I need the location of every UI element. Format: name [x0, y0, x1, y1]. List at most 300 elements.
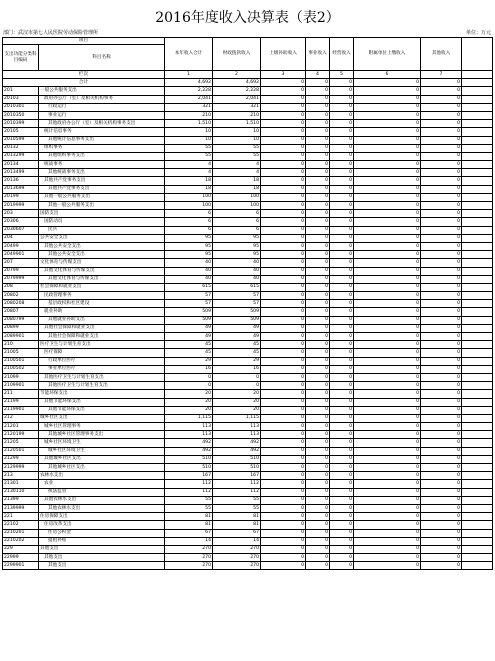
cell-value: 0: [261, 554, 306, 562]
cell-value: 0: [261, 349, 306, 357]
cell-value: 0: [330, 390, 354, 398]
subject-name: 医疗保障: [39, 349, 165, 357]
cell-blank: [462, 455, 493, 463]
cell-value: 0: [261, 398, 306, 406]
subject-code: 2130110: [3, 488, 39, 496]
subject-name: 事业运行: [39, 111, 165, 119]
cell-value: 510: [165, 464, 213, 472]
cell-value: 0: [213, 373, 261, 381]
subject-code: 2010599: [3, 136, 39, 144]
cell-value: 0: [354, 357, 421, 365]
cell-value: 0: [330, 202, 354, 210]
cell-value: 40: [213, 259, 261, 267]
subject-name: 一般公共服务支出: [39, 87, 165, 95]
cell-value: 0: [330, 455, 354, 463]
cell-value: 0: [330, 275, 354, 283]
subject-name: 社会保障和就业支出: [39, 283, 165, 291]
cell-value: 0: [306, 341, 330, 349]
cell-value: 509: [165, 308, 213, 316]
cell-value: 0: [261, 504, 306, 512]
cell-value: 492: [165, 439, 213, 447]
cell-blank: [462, 177, 493, 185]
cell-value: 509: [213, 316, 261, 324]
table-row: [3, 373, 493, 381]
cell-value: 0: [261, 111, 306, 119]
subject-code: 213: [3, 472, 39, 480]
table-row: [3, 513, 493, 521]
cell-value: 0: [330, 333, 354, 341]
cell-blank: [462, 398, 493, 406]
cell-value: 0: [421, 193, 462, 201]
cell-value: 113: [213, 431, 261, 439]
cell-value: 0: [306, 504, 330, 512]
col-header-total: 本年收入合计: [165, 38, 213, 71]
table-row: [3, 414, 493, 422]
table-row: [3, 537, 493, 545]
cell-value: 0: [261, 496, 306, 504]
cell-value: 0: [421, 554, 462, 562]
cell-value: 0: [306, 333, 330, 341]
cell-value: 49: [165, 333, 213, 341]
cell-value: 0: [354, 480, 421, 488]
cell-value: 0: [306, 267, 330, 275]
cell-value: 270: [213, 562, 261, 570]
cell-value: 0: [261, 513, 306, 521]
cell-value: 0: [354, 349, 421, 357]
table-row: [3, 234, 493, 242]
department-label: 部门：武汉市第七人民医院劳动保险管理所: [3, 30, 99, 36]
cell-blank: [462, 316, 493, 324]
cell-value: 0: [306, 398, 330, 406]
cell-blank: [462, 464, 493, 472]
cell-value: 0: [421, 513, 462, 521]
subject-code: 20134: [3, 161, 39, 169]
cell-blank: [462, 152, 493, 160]
subject-code: 2049901: [3, 251, 39, 259]
cell-value: 0: [421, 349, 462, 357]
subject-code: 2079999: [3, 275, 39, 283]
cell-value: 0: [306, 390, 330, 398]
cell-blank: [462, 161, 493, 169]
cell-value: 2,228: [165, 87, 213, 95]
subject-name: 其他统战事务支出: [39, 169, 165, 177]
cell-value: 210: [165, 111, 213, 119]
cell-value: 1,115: [213, 414, 261, 422]
cell-value: 210: [213, 111, 261, 119]
cell-value: 0: [354, 398, 421, 406]
cell-value: 0: [306, 210, 330, 218]
subject-code: 2120501: [3, 447, 39, 455]
table-row: [3, 120, 493, 128]
cell-value: 55: [165, 496, 213, 504]
cell-value: 0: [306, 349, 330, 357]
cell-value: 0: [261, 324, 306, 332]
cell-value: 0: [306, 406, 330, 414]
cell-value: 40: [165, 275, 213, 283]
cell-value: 0: [354, 406, 421, 414]
cell-value: 100: [165, 202, 213, 210]
cell-value: 0: [354, 529, 421, 537]
cell-value: 81: [165, 521, 213, 529]
subject-code: 2100501: [3, 357, 39, 365]
cell-blank: [462, 390, 493, 398]
cell-value: 0: [306, 488, 330, 496]
cell-value: 0: [354, 144, 421, 152]
cell-blank: [462, 120, 493, 128]
cell-value: 0: [261, 267, 306, 275]
cell-value: 0: [330, 447, 354, 455]
cell-value: 0: [261, 251, 306, 259]
cell-value: 510: [165, 455, 213, 463]
cell-value: 10: [165, 128, 213, 136]
cell-value: 40: [165, 259, 213, 267]
cell-blank: [462, 349, 493, 357]
subject-name: 其他城乡社区管理事务支出: [39, 431, 165, 439]
index-blank: [462, 71, 493, 79]
cell-value: 0: [421, 341, 462, 349]
cell-value: 0: [306, 308, 330, 316]
cell-value: 0: [306, 414, 330, 422]
cell-value: 492: [165, 447, 213, 455]
cell-blank: [462, 275, 493, 283]
cell-value: 0: [261, 152, 306, 160]
subject-name: 其他支出: [39, 554, 165, 562]
cell-value: 0: [421, 283, 462, 291]
cell-value: 0: [261, 562, 306, 570]
table-row: [3, 472, 493, 480]
subject-code: 21199: [3, 398, 39, 406]
subject-code: 22102: [3, 521, 39, 529]
subject-code: 20136: [3, 177, 39, 185]
cell-value: 20: [213, 406, 261, 414]
cell-value: 0: [330, 283, 354, 291]
cell-value: 0: [354, 103, 421, 111]
subject-code: 21005: [3, 349, 39, 357]
cell-value: 0: [421, 202, 462, 210]
cell-value: 0: [306, 202, 330, 210]
cell-value: 0: [330, 414, 354, 422]
cell-value: 0: [421, 357, 462, 365]
subject-name: 其他节能环保支出: [39, 406, 165, 414]
cell-value: 20: [213, 398, 261, 406]
cell-value: 4: [213, 161, 261, 169]
cell-value: 0: [354, 251, 421, 259]
index-num: 6: [354, 71, 421, 79]
table-row: [3, 464, 493, 472]
cell-value: 0: [261, 545, 306, 553]
cell-value: 0: [261, 103, 306, 111]
cell-value: 1,510: [213, 120, 261, 128]
cell-blank: [462, 283, 493, 291]
table-row: [3, 111, 493, 119]
cell-value: 0: [261, 333, 306, 341]
table-row: [3, 103, 493, 111]
cell-value: 0: [261, 128, 306, 136]
cell-value: 0: [261, 382, 306, 390]
cell-value: 0: [354, 267, 421, 275]
subject-name: 住房保障支出: [39, 513, 165, 521]
cell-value: 0: [354, 169, 421, 177]
cell-value: 20: [165, 398, 213, 406]
cell-value: 95: [213, 234, 261, 242]
subject-name: 其他支出: [39, 545, 165, 553]
cell-value: 0: [330, 161, 354, 169]
cell-value: 0: [354, 439, 421, 447]
cell-value: 0: [330, 439, 354, 447]
cell-value: 615: [213, 283, 261, 291]
cell-value: 0: [421, 382, 462, 390]
cell-value: 0: [421, 414, 462, 422]
subject-name: 统计信息事务: [39, 128, 165, 136]
cell-value: 18: [213, 185, 261, 193]
subject-code: 211: [3, 390, 39, 398]
subject-code: 20799: [3, 267, 39, 275]
subject-name: 其他城乡社区支出: [39, 464, 165, 472]
subject-name: 其他社会保障和就业支出: [39, 324, 165, 332]
cell-value: 0: [306, 455, 330, 463]
cell-blank: [462, 545, 493, 553]
cell-value: 0: [354, 521, 421, 529]
cell-value: 57: [165, 292, 213, 300]
subject-name: 基层政权和社区建设: [39, 300, 165, 308]
table-row: [3, 488, 493, 496]
cell-value: 40: [165, 267, 213, 275]
table-row: [3, 193, 493, 201]
cell-value: 0: [306, 496, 330, 504]
subject-name: 民兵: [39, 226, 165, 234]
cell-value: 112: [165, 488, 213, 496]
subject-name: 其他一般公共服务支出: [39, 193, 165, 201]
cell-value: 45: [213, 349, 261, 357]
table-row: [3, 87, 493, 95]
cell-value: 0: [354, 496, 421, 504]
cell-value: 0: [421, 398, 462, 406]
subject-name: 国防动员: [39, 218, 165, 226]
cell-value: 0: [261, 472, 306, 480]
table-row: [3, 136, 493, 144]
cell-value: 0: [354, 210, 421, 218]
cell-value: 0: [354, 431, 421, 439]
cell-value: 0: [306, 275, 330, 283]
cell-value: 49: [213, 324, 261, 332]
cell-value: 0: [354, 447, 421, 455]
cell-value: 0: [421, 390, 462, 398]
cell-value: 0: [306, 226, 330, 234]
subject-code: 201: [3, 87, 39, 95]
subject-name: 公共安全支出: [39, 234, 165, 242]
subject-code: 2139999: [3, 504, 39, 512]
cell-value: 29: [213, 357, 261, 365]
subject-name: 其他组织事务支出: [39, 152, 165, 160]
cell-value: 0: [330, 300, 354, 308]
cell-value: 0: [330, 357, 354, 365]
cell-blank: [462, 333, 493, 341]
cell-value: 95: [213, 242, 261, 250]
subject-code: 2080799: [3, 316, 39, 324]
cell-value: 0: [330, 144, 354, 152]
table-row: [3, 382, 493, 390]
cell-value: 0: [306, 300, 330, 308]
cell-blank: [462, 144, 493, 152]
table-row: [3, 202, 493, 210]
subject-name: 住房改革支出: [39, 521, 165, 529]
subject-code: 20807: [3, 308, 39, 316]
col-header-affiliated: 附属单位上缴收入: [354, 38, 421, 71]
cell-value: 0: [354, 111, 421, 119]
cell-value: 0: [306, 120, 330, 128]
cell-value: 0: [330, 562, 354, 570]
cell-value: 0: [354, 390, 421, 398]
subject-code: 2013299: [3, 152, 39, 160]
table-row: [3, 275, 493, 283]
cell-blank: [462, 406, 493, 414]
cell-value: 0: [421, 423, 462, 431]
cell-blank: [462, 128, 493, 136]
cell-value: 0: [421, 455, 462, 463]
table-row: [3, 529, 493, 537]
cell-value: 49: [165, 324, 213, 332]
cell-value: 0: [421, 120, 462, 128]
cell-blank: [462, 414, 493, 422]
cell-value: 20: [165, 390, 213, 398]
total-value: 0: [330, 79, 354, 87]
cell-value: 0: [330, 218, 354, 226]
cell-value: 0: [354, 333, 421, 341]
table-row: [3, 210, 493, 218]
cell-blank: [462, 537, 493, 545]
table-row: [3, 423, 493, 431]
cell-value: 0: [421, 464, 462, 472]
cell-value: 0: [354, 242, 421, 250]
cell-blank: [462, 226, 493, 234]
cell-value: 0: [306, 251, 330, 259]
cell-value: 18: [213, 177, 261, 185]
subject-code: 207: [3, 259, 39, 267]
cell-blank: [462, 480, 493, 488]
cell-value: 510: [213, 455, 261, 463]
cell-value: 55: [213, 504, 261, 512]
cell-value: 0: [354, 177, 421, 185]
cell-value: 0: [421, 185, 462, 193]
cell-blank: [462, 373, 493, 381]
cell-value: 0: [261, 431, 306, 439]
subject-name: 节能环保支出: [39, 390, 165, 398]
cell-value: 0: [354, 185, 421, 193]
cell-value: 0: [330, 521, 354, 529]
cell-value: 95: [165, 234, 213, 242]
table-row: [3, 95, 493, 103]
index-num: 4: [306, 71, 330, 79]
table-row: [3, 144, 493, 152]
cell-value: 270: [165, 545, 213, 553]
total-value: 4,692: [213, 79, 261, 87]
cell-value: 0: [354, 537, 421, 545]
cell-blank: [462, 324, 493, 332]
subject-name: 城乡社区环境卫生: [39, 439, 165, 447]
cell-value: 0: [421, 210, 462, 218]
cell-value: 95: [165, 251, 213, 259]
cell-value: 0: [306, 136, 330, 144]
cell-value: 0: [306, 95, 330, 103]
cell-value: 0: [330, 136, 354, 144]
subject-name: 事业单位医疗: [39, 365, 165, 373]
subject-code: 2299901: [3, 562, 39, 570]
subject-name: 农业: [39, 480, 165, 488]
cell-value: 0: [261, 283, 306, 291]
table-row: [3, 267, 493, 275]
cell-blank: [462, 308, 493, 316]
col-header-operating: 经营收入: [330, 38, 354, 71]
cell-value: 270: [165, 562, 213, 570]
cell-value: 0: [330, 406, 354, 414]
cell-value: 0: [306, 513, 330, 521]
cell-value: 0: [354, 120, 421, 128]
project-header: 项目: [3, 38, 165, 45]
cell-value: 0: [261, 242, 306, 250]
cell-value: 270: [165, 554, 213, 562]
cell-value: 510: [213, 464, 261, 472]
table-row: [3, 455, 493, 463]
cell-value: 100: [213, 202, 261, 210]
subject-code: 204: [3, 234, 39, 242]
cell-value: 0: [421, 292, 462, 300]
subject-code: 212: [3, 414, 39, 422]
cell-value: 0: [354, 455, 421, 463]
cell-value: 0: [354, 259, 421, 267]
cell-value: 113: [165, 423, 213, 431]
cell-value: 0: [421, 439, 462, 447]
cell-value: 0: [421, 447, 462, 455]
col-header-business: 事业收入: [306, 38, 330, 71]
cell-blank: [462, 267, 493, 275]
cell-value: 0: [421, 111, 462, 119]
subject-code: 2089901: [3, 333, 39, 341]
cell-value: 0: [330, 185, 354, 193]
cell-value: 0: [306, 554, 330, 562]
cell-value: 509: [165, 316, 213, 324]
table-row: [3, 341, 493, 349]
cell-value: 0: [261, 480, 306, 488]
cell-value: 0: [330, 496, 354, 504]
cell-value: 0: [330, 513, 354, 521]
subject-name: 城乡社区管理事务: [39, 423, 165, 431]
subject-code: 2010301: [3, 103, 39, 111]
cell-value: 0: [330, 259, 354, 267]
table-row: [3, 128, 493, 136]
subject-code: 229: [3, 545, 39, 553]
cell-blank: [462, 529, 493, 537]
cell-value: 0: [306, 185, 330, 193]
cell-value: 0: [261, 300, 306, 308]
index-num: 2: [213, 71, 261, 79]
cell-value: 0: [306, 447, 330, 455]
cell-value: 0: [306, 537, 330, 545]
table-row: [3, 300, 493, 308]
cell-value: 0: [330, 242, 354, 250]
cell-value: 29: [165, 357, 213, 365]
cell-blank: [462, 554, 493, 562]
cell-value: 0: [306, 111, 330, 119]
table-row: [3, 161, 493, 169]
subject-name: 其他农林水支出: [39, 504, 165, 512]
cell-value: 0: [261, 210, 306, 218]
cell-blank: [462, 242, 493, 250]
table-row: [3, 283, 493, 291]
cell-value: 0: [261, 136, 306, 144]
subject-name: 其他医疗卫生与计划生育支出: [39, 373, 165, 381]
cell-value: 0: [261, 234, 306, 242]
cell-value: 0: [330, 464, 354, 472]
